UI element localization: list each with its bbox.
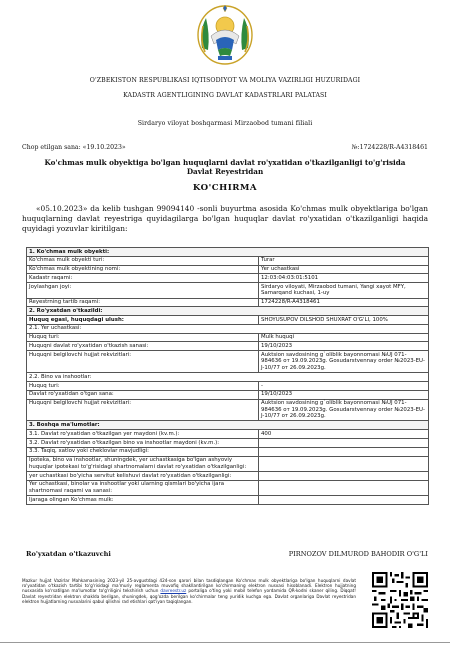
table-row: [27, 256, 429, 265]
table-row: [27, 283, 429, 298]
row-label: Huquq egasi, huquqdagi ulush:: [27, 316, 259, 325]
row-value: Auktsion savdosining g`oliblik bayonnomasi №UJ 071-984636 от 19.09.2023g. Gosudarstvennay order №2023-EU-J-10/77 от 26.09.2023g.: [259, 351, 429, 373]
row-label: Huquqni belgilovchi hujjat rekvizitlari:: [27, 351, 259, 373]
row-value: 400: [259, 430, 429, 439]
row-label: Huquqni belgilovchi hujjat rekvizitlari:: [27, 399, 259, 421]
row-label: Ijaraga olingan Ko'chmas mulk:: [27, 496, 259, 505]
row-value: [259, 456, 429, 471]
row-value: Turar: [259, 256, 429, 265]
section-header: [27, 307, 429, 316]
table-row: [27, 274, 429, 283]
row-label: 3.3. Taqiq, xatlov yoki cheklovlar mavjudligi:: [27, 447, 259, 456]
table-row: [27, 471, 429, 480]
table-row: [27, 351, 429, 373]
document-title: Ko'chmas mulk obyektiga bo'lgan huquqlarni davlat ro'yxatidan o'tkazilganligi to'g'risida Davlat Reyestridan: [44, 158, 406, 176]
qr-code-icon: [372, 572, 428, 628]
row-label: Huquqni davlat ro'yxatidan o'tkazish sanasi:: [27, 342, 259, 351]
row-value: Mulk huquqi: [259, 333, 429, 342]
row-label: Yer uchastkasi, binolar va inshootlar yoki ularning qismlari bo'yicha ijara shartnomasi raqami va sanasi:: [27, 480, 259, 495]
print-date: Chop etilgan sana: «19.10.2023»: [22, 144, 126, 151]
subsection-title: 2.2. Bino va inshootlar:: [27, 373, 429, 382]
row-value: [259, 496, 429, 505]
row-label: Joylashgan joyi:: [27, 283, 259, 298]
document-subtitle: KO'CHIRMA: [192, 183, 258, 193]
row-label: Ko'chmas mulk obyektining nomi:: [27, 265, 259, 274]
row-label: Huquq turi:: [27, 333, 259, 342]
subsection-title: 2.1. Yer uchastkasi:: [27, 324, 429, 333]
section-title: 1. Ko'chmas mulk obyekti:: [27, 248, 429, 257]
page-bottom-rule: [0, 642, 450, 643]
row-value: Auktsion savdosining g`oliblik bayonnomasi №UJ 071-984636 от 19.09.2023g. Gosudarstvennay order №2023-EU-J-10/77 от 26.09.2023g.: [259, 399, 429, 421]
section-header: [27, 248, 429, 257]
row-label: 3.2. Davlat ro'yxatidan o'tkazilgan bino va inshootlar maydoni (kv.m.):: [27, 439, 259, 448]
table-row: [27, 298, 429, 307]
meta-row: [22, 144, 428, 151]
row-value: [259, 471, 429, 480]
table-row: [27, 456, 429, 471]
state-emblem-icon: [196, 4, 254, 66]
table-row: [27, 333, 429, 342]
footer-notice: [22, 578, 356, 604]
row-label: Huquq turi:: [27, 381, 259, 390]
footer-text-end: portaliga o'ting yoki mobil telefon yordamida QR-kodni skaner qiling. Diqqat! Davlat reyestridan elektron shaklda berilgan, shuningdek, qog'ozda berilgan ko'chirmalar teng yuridik kuchga ega. Davlat organlariga Davlat reyestridan elektron hujjatlarning nusxalarini qabul qilishni rad etishlari qat'iyan taqiqlangan.: [22, 588, 356, 604]
footer-text-start: Mazkur hujjat Vazirlar Mahkamasining 2023-yil 25-avgustdagi 424-son qarori bilan tasdiqlangan Ko'chmas mulk obyektlariga bo'lgan huquqlarni davlat ro'yxatidan o'tkazish tartibi to'g'risidagi ma'muriy reglamenta muvofiq shakllantirilgan ko'chirmaning elektron nusxasi hisoblanadi. Elektron hujjatning nusxasida ko'rsatilgan ma'lumotlar to'g'riligini tekshirish uchun: [22, 578, 356, 594]
table-row: [27, 265, 429, 274]
row-value: SHOYUSUPOV DILSHOD SHUXRAT O'G'LI, 100%: [259, 316, 429, 325]
section-header: [27, 421, 429, 430]
row-value: -: [259, 381, 429, 390]
intro-paragraph: «05.10.2023» da kelib tushgan 99094140 -sonli buyurtma asosida Ko'chmas mulk obyektlariga bo'lgan huquqlarning davlat reyestriga quyidagilarga bo'lgan huquqlar davlat ro'yxatidan o'tkazilganligi haqida quyidagi yozuvlar kiritilgan:: [22, 204, 428, 234]
row-value: [259, 439, 429, 448]
row-label: Davlat ro'yxatidan o'tgan sana:: [27, 390, 259, 399]
row-label: Reyestrning tartib raqami:: [27, 298, 259, 307]
table-row: [27, 447, 429, 456]
row-label: yer uchastkasi bo'yicha servitut kelishuvi davlat ro'yxatidan o'tkazilganligi:: [27, 471, 259, 480]
row-value: 19/10/2023: [259, 342, 429, 351]
ministry-name: O'ZBEKISTON RESPUBLIKASI IQTISODIYOT VA MOLIYA VAZIRLIGI HUZURIDAGI: [89, 77, 361, 84]
table-row: [27, 399, 429, 421]
row-value: 1724228/R-A4318461: [259, 298, 429, 307]
table-row: [27, 439, 429, 448]
document-number: №:1724228/R-A4318461: [351, 144, 428, 151]
chamber-name: KADASTR AGENTLIGINING DAVLAT KADASTRLARI PALATASI: [123, 92, 327, 99]
subsection-header: [27, 373, 429, 382]
section-title: 3. Boshqa ma'lumotlar:: [27, 421, 429, 430]
row-value: Sirdaryo viloyati, Mirzaobod tumani, Yangi xayot MFY, Samarqand kuchasi, 1-uy: [259, 283, 429, 298]
row-label: Ipoteka, bino va inshootlar, shuningdek, yer uchastkasiga bo'lgan ashyoviy huquqlar ipotekasi to'g'risidagi shartnomalarni davlat ro'yxatidan o'tkazilganligi:: [27, 456, 259, 471]
row-value: [259, 447, 429, 456]
row-value: Yer uchastkasi: [259, 265, 429, 274]
table-row: [27, 316, 429, 325]
row-label: 3.1. Davlat ro'yxatidan o'tkazilgan yer maydoni (kv.m.):: [27, 430, 259, 439]
signature-row: [26, 550, 428, 558]
row-label: Ko'chmas mulk obyekti turi:: [27, 256, 259, 265]
row-value: [259, 480, 429, 495]
row-value: 12:03:04:03:01:5101: [259, 274, 429, 283]
table-row: [27, 496, 429, 505]
branch-name: Sirdaryo viloyat boshqarmasi Mirzaobod tumani filiali: [137, 120, 313, 127]
register-table: [26, 247, 429, 505]
row-value: 19/10/2023: [259, 390, 429, 399]
section-title: 2. Ro'yxatdan o'tkazildi:: [27, 307, 429, 316]
registrar-role: Ro'yxatdan o'tkazuvchi: [26, 550, 111, 558]
registrar-name: PIRNOZOV DILMUROD BAHODIR O'G'LI: [288, 550, 428, 558]
table-row: [27, 390, 429, 399]
table-row: [27, 342, 429, 351]
portal-link[interactable]: davreestr.uz: [160, 588, 187, 594]
subsection-header: [27, 324, 429, 333]
table-row: [27, 430, 429, 439]
row-label: Kadastr raqami:: [27, 274, 259, 283]
table-row: [27, 480, 429, 495]
table-row: [27, 381, 429, 390]
